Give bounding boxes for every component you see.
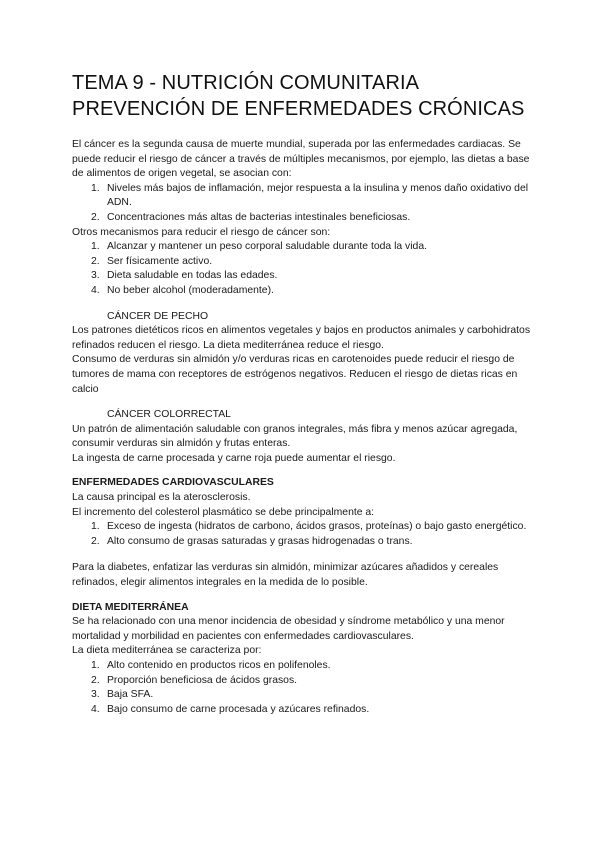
title-line-2: PREVENCIÓN DE ENFERMEDADES CRÓNICAS — [72, 98, 525, 120]
list-item: 1. Niveles más bajos de inflamación, mejor respuesta a la insulina y menos daño oxidativo del ADN. — [91, 182, 529, 209]
list-item: 2. Ser físicamente activo. — [91, 255, 213, 267]
list-item: 1. Alcanzar y mantener un peso corporal saludable durante toda la vida. — [91, 241, 427, 253]
pecho-paragraph-1: Los patrones dietéticos ricos en alimentos vegetales y bajos en productos animales y carbohidratos refinados reducen el riesgo. La dieta mediterránea reduce el riesgo. — [72, 325, 531, 351]
cancer-colorrectal-heading: CÁNCER COLORRECTAL — [107, 409, 231, 421]
cardio-paragraph-1: La causa principal es la aterosclerosis. — [72, 492, 251, 504]
page-title — [72, 70, 532, 122]
cardio-paragraph-2: El incremento del colesterol plasmático se debe principalmente a: — [72, 506, 375, 518]
other-mechanisms-text: Otros mecanismos para reducir el riesgo de cáncer son: — [72, 226, 331, 238]
title-line-1: TEMA 9 - NUTRICIÓN COMUNITARIA — [72, 72, 420, 94]
cholesterol-causes-list — [72, 520, 532, 549]
pecho-paragraph-2: Consumo de verduras sin almidón y/o verduras ricas en carotenoides puede reducir el riesgo de tumores de mama con receptores de estrógenos negativos. Reducen el riesgo de dietas ricas en calcio — [72, 354, 518, 395]
list-item: 2. Alto consumo de grasas saturadas y grasas hidrogenadas o trans. — [91, 535, 413, 547]
cardio-heading: ENFERMEDADES CARDIOVASCULARES — [72, 477, 274, 489]
intro-paragraph: El cáncer es la segunda causa de muerte mundial, superada por las enfermedades cardiacas. Se puede reducir el riesgo de cáncer a través de múltiples mecanismos, por ejemplo, las dietas a base de alimentos de origen vegetal, se asocian con: — [72, 139, 530, 180]
cancer-intro-section — [72, 138, 532, 717]
list-item: 2. Concentraciones más altas de bacterias intestinales beneficiosas. — [91, 211, 411, 223]
plant-diet-mechanisms-list — [72, 182, 532, 226]
diabetes-paragraph: Para la diabetes, enfatizar las verduras sin almidón, minimizar azúcares añadidos y cereales refinados, elegir alimentos integrales en la medida de lo posible. — [72, 562, 499, 589]
other-mechanisms-list — [72, 240, 532, 298]
list-item: 3. Baja SFA. — [91, 689, 154, 701]
mediterranean-features-list — [72, 659, 532, 717]
list-item: 2. Proporción beneficiosa de ácidos grasos. — [91, 674, 298, 686]
mediterranean-heading: DIETA MEDITERRÁNEA — [72, 601, 189, 613]
list-item: 1. Exceso de ingesta (hidratos de carbono, ácidos grasos, proteínas) o bajo gasto energético. — [91, 521, 527, 533]
mediterranean-paragraph-1: Se ha relacionado con una menor incidencia de obesidad y síndrome metabólico y una menor mortalidad y morbilidad en pacientes con enfermedades cardiovasculares. — [72, 616, 505, 642]
mediterranean-paragraph-2: La dieta mediterránea se caracteriza por: — [72, 645, 262, 657]
cancer-pecho-heading: CÁNCER DE PECHO — [107, 310, 209, 322]
list-item: 3. Dieta saludable en todas las edades. — [91, 270, 278, 282]
list-item: 1. Alto contenido en productos ricos en polifenoles. — [91, 660, 331, 671]
colorrectal-paragraph-1: Un patrón de alimentación saludable con granos integrales, más fibra y menos azúcar agregada, consumir verduras sin almidón y frutas enteras. — [72, 423, 518, 450]
colorrectal-paragraph-2: La ingesta de carne procesada y carne roja puede aumentar el riesgo. — [72, 452, 396, 464]
list-item: 4. Bajo consumo de carne procesada y azúcares refinados. — [91, 703, 370, 715]
document-page — [72, 70, 532, 717]
list-item: 4. No beber alcohol (moderadamente). — [91, 284, 274, 296]
